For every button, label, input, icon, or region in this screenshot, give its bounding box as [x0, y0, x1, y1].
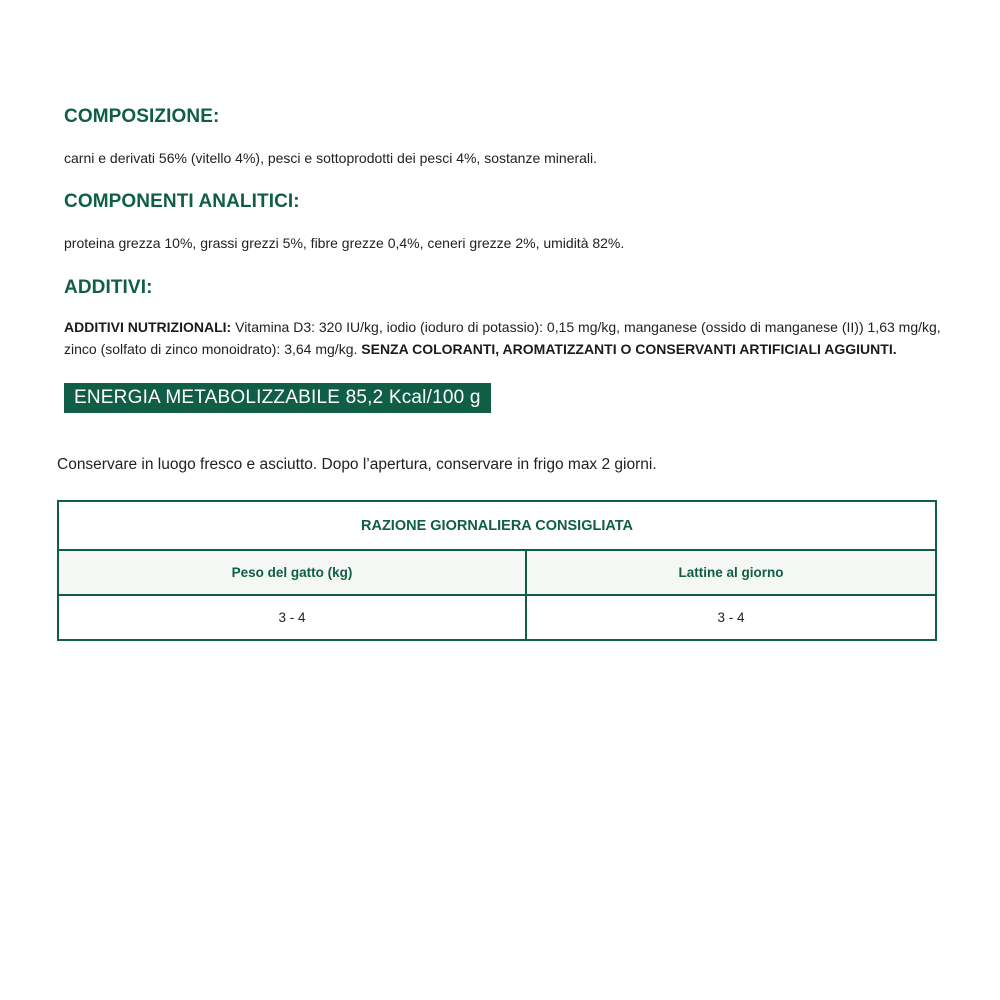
- analytical-components-text: proteina grezza 10%, grassi grezzi 5%, fibre grezze 0,4%, ceneri grezze 2%, umidità 82%.: [64, 235, 625, 251]
- cat-weight-cell: 3 - 4: [58, 595, 526, 640]
- additives-heading: ADDITIVI:: [64, 277, 153, 298]
- ration-table-title: RAZIONE GIORNALIERA CONSIGLIATA: [58, 501, 936, 550]
- cans-per-day-cell: 3 - 4: [526, 595, 936, 640]
- column-header-cans-per-day: Lattine al giorno: [526, 550, 936, 595]
- additives-body: Vitamina D3: 320 IU/kg, iodio (ioduro di potassio): 0,15 mg/kg, manganese (ossido di manganese (II)) 1,63 mg/kg, zinco (solfato di zinco monoidrato): 3,64 mg/kg.: [64, 319, 941, 357]
- column-header-cat-weight: Peso del gatto (kg): [58, 550, 526, 595]
- additives-text: [64, 316, 959, 360]
- additives-label: ADDITIVI NUTRIZIONALI:: [64, 319, 232, 335]
- table-row: [58, 595, 936, 640]
- composition-text: carni e derivati 56% (vitello 4%), pesci e sottoprodotti dei pesci 4%, sostanze minerali.: [64, 150, 598, 166]
- energy-banner: ENERGIA METABOLIZZABILE 85,2 Kcal/100 g: [64, 383, 491, 413]
- analytical-components-heading: COMPONENTI ANALITICI:: [64, 191, 300, 212]
- daily-ration-table: [57, 500, 937, 641]
- additives-note: SENZA COLORANTI, AROMATIZZANTI O CONSERVANTI ARTIFICIALI AGGIUNTI.: [361, 341, 897, 357]
- composition-heading: COMPOSIZIONE:: [64, 106, 220, 127]
- storage-instructions: Conservare in luogo fresco e asciutto. Dopo l’apertura, conservare in frigo max 2 giorni.: [57, 456, 657, 473]
